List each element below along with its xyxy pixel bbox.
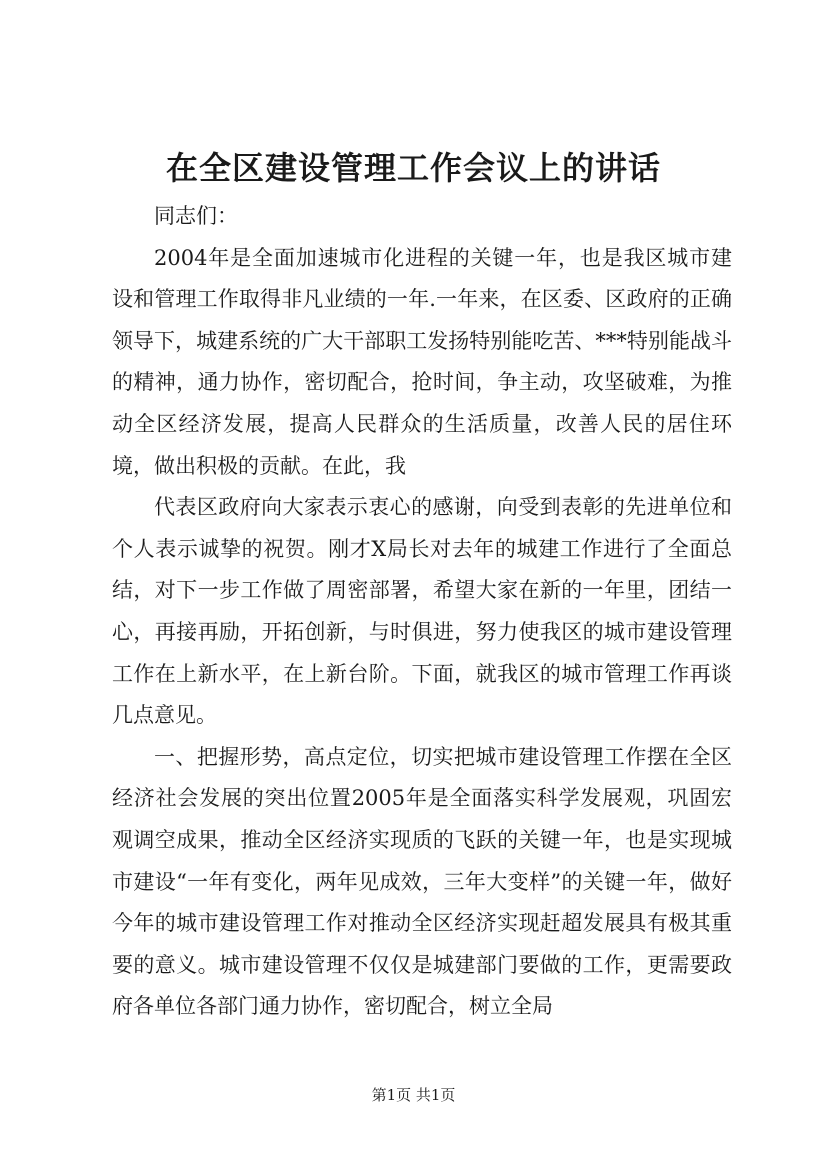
document-body bbox=[112, 196, 732, 1028]
page-footer: 第1页 共1页 bbox=[371, 1086, 456, 1104]
paragraph: 一、把握形势，高点定位，切实把城市建设管理工作摆在全区经济社会发展的突出位置2005年是全面落实科学发展观，巩固宏观调空成果，推动全区经济实现质的飞跃的关键一年，也是实现城市建设“一年有变化，两年见成效，三年大变样”的关键一年，做好今年的城市建设管理工作对推动全区经济实现赶超发展具有极其重要的意义。城市建设管理不仅仅是城建部门要做的工作，更需要政府各单位各部门通力协作，密切配合，树立全局 bbox=[112, 744, 732, 1019]
paragraph: 代表区政府向大家表示衷心的感谢，向受到表彰的先进单位和个人表示诚挚的祝贺。刚才X局长对去年的城建工作进行了全面总结，对下一步工作做了周密部署，希望大家在新的一年里，团结一心，再接再励，开拓创新，与时俱进，努力使我区的城市建设管理工作在上新水平，在上新台阶。下面，就我区的城市管理工作再谈几点意见。 bbox=[112, 495, 732, 728]
paragraph: 2004年是全面加速城市化进程的关键一年，也是我区城市建设和管理工作取得非凡业绩的一年.一年来，在区委、区政府的正确领导下，城建系统的广大干部职工发扬特别能吃苦、***特别能战斗的精神，通力协作，密切配合，抢时间，争主动，攻坚破难，为推动全区经济发展，提高人民群众的生活质量，改善人民的居住环境，做出积极的贡献。在此，我 bbox=[112, 245, 732, 478]
salutation: 同志们： bbox=[154, 204, 238, 228]
document-title: 在全区建设管理工作会议上的讲话 bbox=[165, 149, 661, 187]
